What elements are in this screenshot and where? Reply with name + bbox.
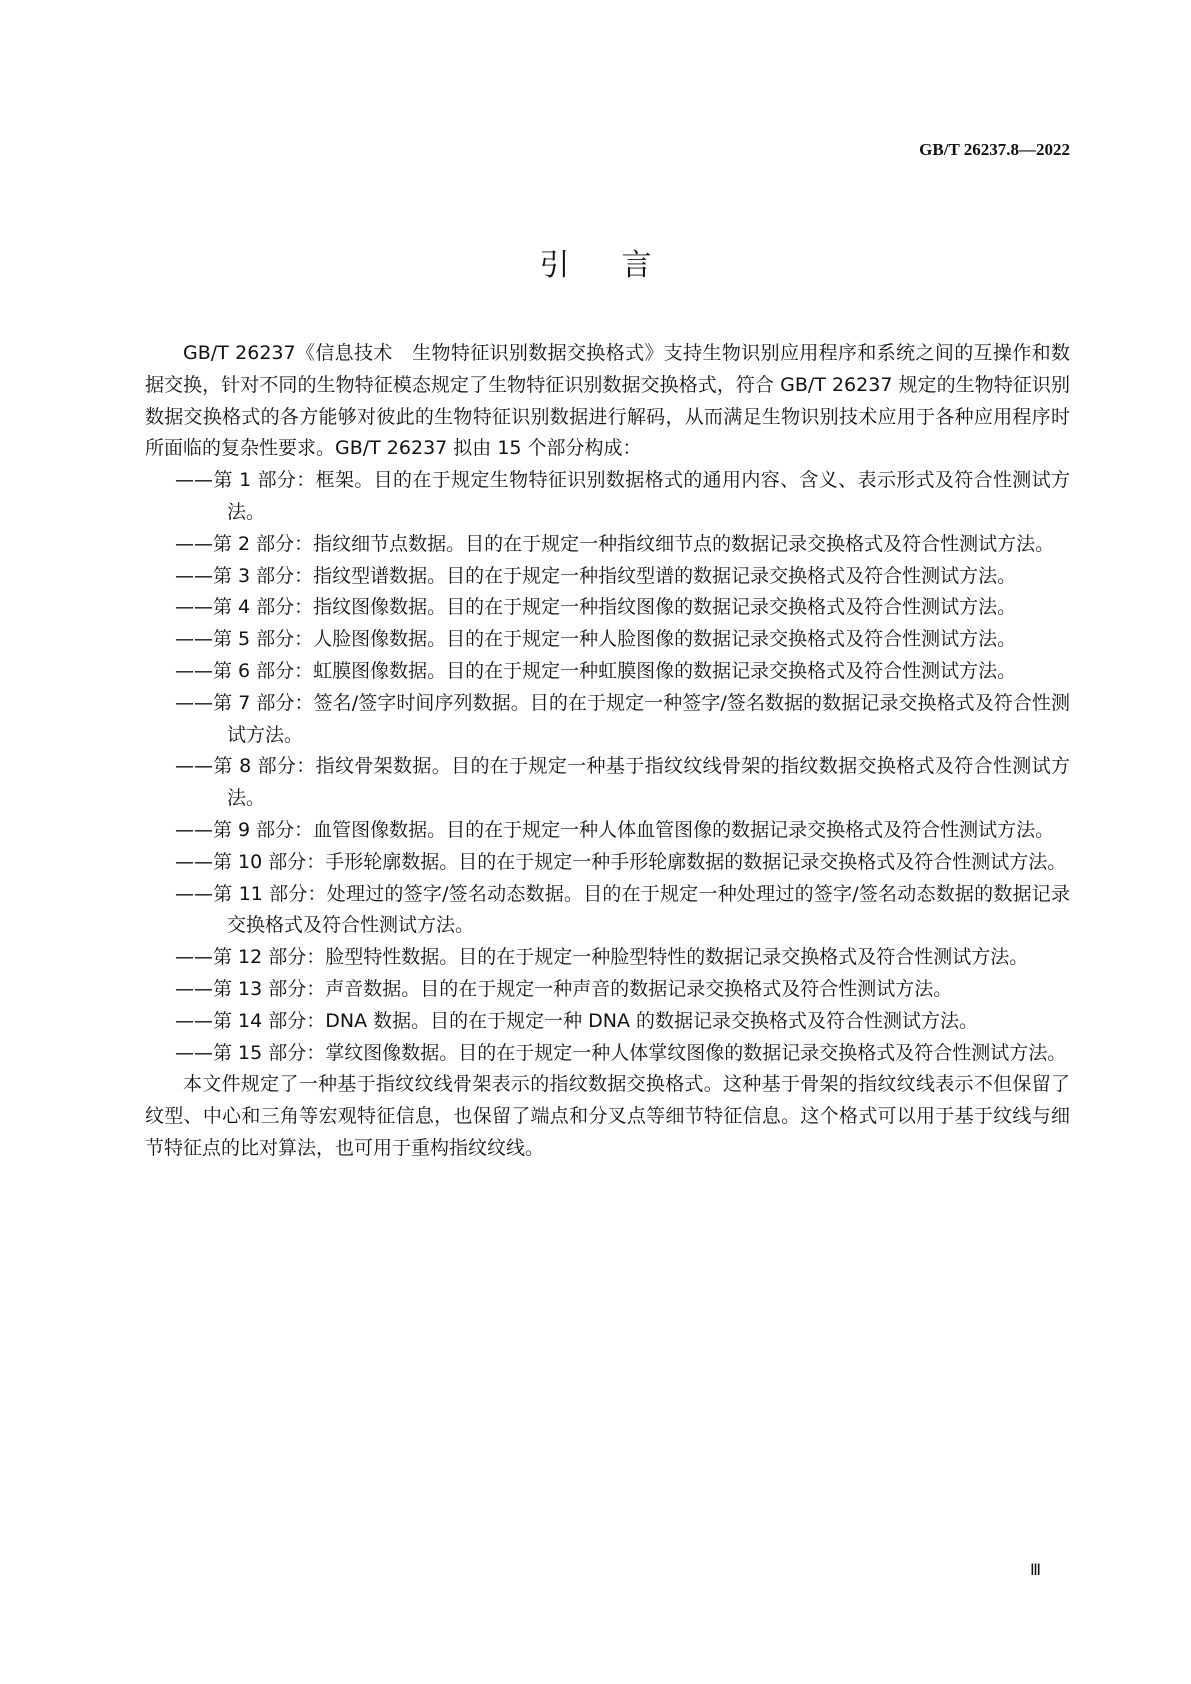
standard-number-header: GB/T 26237.8—2022 <box>919 140 1070 159</box>
list-item: ——第 2 部分：指纹细节点数据。目的在于规定一种指纹细节点的数据记录交换格式及符合性测试方法。 <box>175 532 1055 555</box>
intro-paragraph: GB/T 26237《信息技术 生物特征识别数据交换格式》支持生物识别应用程序和系统之间的互操作和数据交换，针对不同的生物特征模态规定了生物特征识别数据交换格式，符合 GB/T 26237 规定的生物特征识别数据交换格式的各方能够对彼此的生物特征识别数据进行解码，从而满足生物识别技术应用于各种应用程序时所面临的复杂性要求。GB/T 26237 拟由 15 个部分构成： <box>145 342 1070 460</box>
page-number: Ⅲ <box>1030 1562 1042 1579</box>
list-item: ——第 11 部分：处理过的签字/签名动态数据。目的在于规定一种处理过的签字/签名动态数据的数据记录交换格式及符合性测试方法。 <box>175 882 1070 937</box>
list-item: ——第 8 部分：指纹骨架数据。目的在于规定一种基于指纹纹线骨架的指纹数据交换格式及符合性测试方法。 <box>175 755 1070 810</box>
list-item: ——第 3 部分：指纹型谱数据。目的在于规定一种指纹型谱的数据记录交换格式及符合性测试方法。 <box>175 564 1017 587</box>
list-item: ——第 7 部分：签名/签字时间序列数据。目的在于规定一种签字/签名数据的数据记录交换格式及符合性测试方法。 <box>175 691 1070 746</box>
list-item: ——第 6 部分：虹膜图像数据。目的在于规定一种虹膜图像的数据记录交换格式及符合性测试方法。 <box>175 659 1017 682</box>
list-item: ——第 12 部分：脸型特性数据。目的在于规定一种脸型特性的数据记录交换格式及符合性测试方法。 <box>175 946 1029 969</box>
document-body <box>145 338 1070 1165</box>
list-item: ——第 10 部分：手形轮廓数据。目的在于规定一种手形轮廓数据的数据记录交换格式及符合性测试方法。 <box>175 850 1067 873</box>
list-item: ——第 5 部分：人脸图像数据。目的在于规定一种人脸图像的数据记录交换格式及符合性测试方法。 <box>175 628 1017 651</box>
closing-paragraph: 本文件规定了一种基于指纹纹线骨架表示的指纹数据交换格式。这种基于骨架的指纹纹线表示不但保留了纹型、中心和三角等宏观特征信息，也保留了端点和分叉点等细节特征信息。这个格式可以用于基于纹线与细节特征点的比对算法，也可用于重构指纹纹线。 <box>145 1073 1070 1159</box>
page-title: 引言 <box>539 248 704 283</box>
list-item: ——第 1 部分：框架。目的在于规定生物特征识别数据格式的通用内容、含义、表示形式及符合性测试方法。 <box>175 469 1070 523</box>
parts-list <box>145 465 1070 1069</box>
list-item: ——第 15 部分：掌纹图像数据。目的在于规定一种人体掌纹图像的数据记录交换格式及符合性测试方法。 <box>175 1041 1067 1064</box>
list-item: ——第 4 部分：指纹图像数据。目的在于规定一种指纹图像的数据记录交换格式及符合性测试方法。 <box>175 596 1017 619</box>
list-item: ——第 14 部分：DNA 数据。目的在于规定一种 DNA 的数据记录交换格式及符合性测试方法。 <box>175 1009 979 1032</box>
list-item: ——第 9 部分：血管图像数据。目的在于规定一种人体血管图像的数据记录交换格式及符合性测试方法。 <box>175 818 1055 841</box>
list-item: ——第 13 部分：声音数据。目的在于规定一种声音的数据记录交换格式及符合性测试方法。 <box>175 977 953 1000</box>
